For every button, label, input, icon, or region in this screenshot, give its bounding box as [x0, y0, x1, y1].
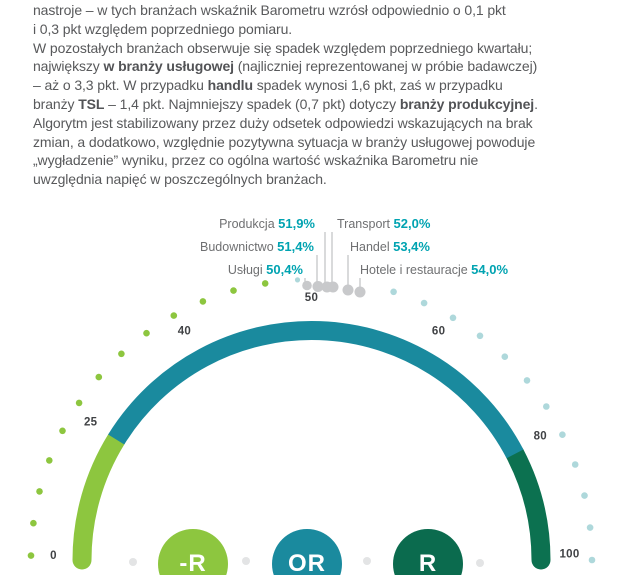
badge-label-R: R — [418, 550, 438, 575]
tick-label: 40 — [177, 325, 192, 338]
industry-label — [228, 262, 304, 277]
tick-label: 100 — [559, 548, 580, 561]
badge-label-OR: OR — [288, 550, 326, 575]
text: „wygładzenie” wyniku, przez co ogólna wartość wskaźnika Barometru nie — [33, 152, 479, 169]
industry-value: 52,0% — [393, 216, 431, 231]
ring-dot — [581, 492, 588, 499]
ring-dot — [171, 312, 178, 319]
industry-name: Transport — [337, 217, 394, 231]
ring-dot — [30, 520, 37, 527]
gauge-arc-segment--R — [82, 440, 116, 561]
ring-dot — [524, 377, 531, 384]
bold-text: branży produkcyjnej — [399, 95, 535, 112]
ring-dot — [200, 298, 207, 305]
ring-dot — [559, 431, 566, 438]
industry-value-marker — [302, 281, 312, 291]
badge-label--R: -R — [179, 550, 207, 575]
industry-label — [219, 216, 315, 231]
tick-label: 50 — [304, 292, 319, 304]
text: . — [534, 95, 538, 112]
tick-label: 60 — [431, 325, 446, 338]
bold-text: w branży usługowej — [103, 58, 234, 75]
text: – aż o 3,3 pkt. W przypadku — [33, 77, 208, 94]
gauge-arc-segment-OR — [116, 331, 515, 454]
ring-dot — [143, 330, 150, 337]
industry-label — [360, 262, 508, 277]
tick-label: 0 — [50, 550, 57, 562]
text: – 1,4 pkt. Najmniejszy spadek (0,7 pkt) dotyczy — [104, 95, 400, 112]
tick-label: 80 — [533, 430, 548, 443]
text: i 0,3 pkt względem poprzedniego pomiaru. — [33, 20, 293, 37]
industry-value: 51,4% — [277, 239, 314, 254]
ring-dot — [36, 488, 43, 495]
ring-dot — [543, 403, 550, 410]
industry-value: 51,9% — [278, 216, 315, 231]
ring-dot — [28, 552, 35, 559]
faint-dot — [363, 557, 371, 565]
industry-label — [350, 239, 430, 254]
ring-dot — [421, 300, 428, 307]
industry-label — [337, 216, 431, 231]
ring-dot — [59, 428, 66, 435]
ring-dot — [96, 374, 103, 381]
text: uwzględnia napięć w poszczególnych branżach. — [33, 171, 327, 188]
industry-value-marker — [328, 282, 339, 293]
ring-dot — [587, 524, 594, 531]
industry-label — [200, 239, 314, 254]
text: (najliczniej reprezentowanej w próbie badawczej) — [233, 58, 538, 75]
faint-dot — [242, 557, 250, 565]
industry-value-marker — [355, 287, 366, 298]
ring-dot — [230, 287, 237, 294]
text: spadek wynosi 1,6 pkt, zaś w przypadku — [252, 77, 503, 94]
industry-value: 50,4% — [266, 262, 303, 277]
faint-dot — [129, 558, 137, 566]
ring-dot — [262, 280, 269, 287]
text: W pozostałych branżach obserwuje się spadek względem poprzedniego kwartału; — [33, 39, 533, 56]
industry-value-marker — [343, 285, 354, 296]
industry-name: Handel — [350, 240, 394, 254]
industry-value: 54,0% — [471, 262, 509, 277]
ring-dot — [46, 457, 53, 464]
ring-dot — [572, 461, 579, 468]
ring-dot — [589, 557, 596, 564]
faint-dot — [476, 559, 484, 567]
text: zmian, a dodatkowo, względnie pozytywna sytuacja w branży usługowej powoduje — [33, 133, 536, 150]
ring-dot — [477, 333, 484, 340]
tick-label: 25 — [83, 416, 98, 429]
industry-name: Budownictwo — [200, 240, 278, 254]
text: branży — [33, 95, 79, 112]
ring-dot — [295, 277, 300, 282]
text: Algorytm jest stabilizowany przez duży odsetek odpowiedzi wskazujących na brak — [33, 114, 533, 131]
industry-name: Usługi — [227, 263, 267, 277]
text: największy — [33, 58, 104, 75]
ring-dot — [390, 289, 397, 296]
ring-dot — [450, 315, 457, 322]
text: nastroje – w tych branżach wskaźnik Barometru wzrósł odpowiednio o 0,1 pkt — [33, 2, 506, 18]
ring-dot — [76, 400, 83, 407]
ring-dot — [118, 351, 125, 358]
bold-text: TSL — [78, 95, 105, 112]
ring-dot — [502, 353, 509, 360]
industry-value: 53,4% — [393, 239, 430, 254]
gauge-arc-segment-R — [515, 454, 541, 560]
industry-name: Produkcja — [219, 217, 279, 231]
bold-text: handlu — [207, 77, 253, 94]
industry-name: Hotele i restauracje — [360, 263, 472, 277]
